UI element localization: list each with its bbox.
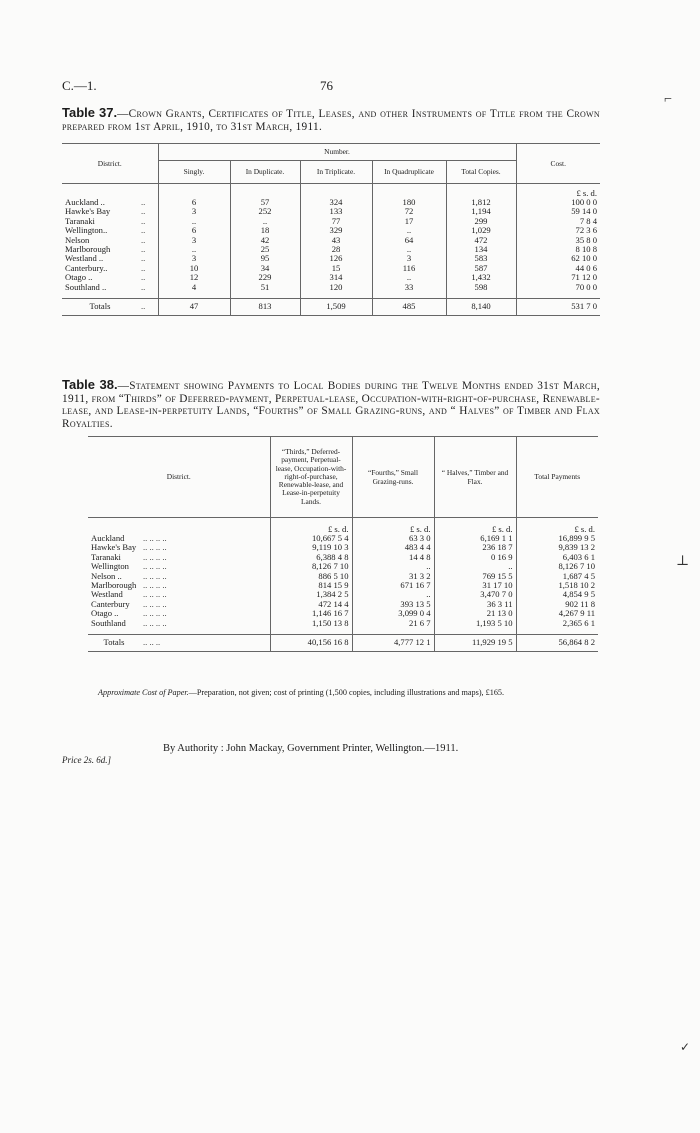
t38-cell-thirds: 8,126 7 10 — [270, 562, 352, 571]
t37-cell-district: Canterbury.. — [65, 262, 108, 273]
t37-head-cost: Cost. — [516, 144, 600, 184]
t38-cell-dots: .. .. .. .. — [143, 570, 167, 581]
t38-cell-district: Southland — [91, 617, 126, 628]
report-code: C.—1. — [62, 78, 97, 93]
table38 — [88, 436, 598, 652]
t37-head-singly: Singly. — [158, 161, 230, 184]
t37-cell-total: 1,029 — [446, 226, 516, 235]
t38-currency-total: £ s. d. — [516, 518, 598, 535]
t37-totals-label: Totals — [89, 301, 111, 312]
t38-cell-dots: .. .. .. .. — [143, 561, 167, 572]
t37-totals-row: Totals .. 47 813 1,509 485 8,140 531 7 0 — [62, 299, 600, 316]
t38-totals-label: Totals — [103, 637, 125, 648]
t37-cell-trip: 329 — [300, 226, 372, 235]
approx-label: Approximate Cost of Paper. — [98, 688, 189, 697]
t37-cell-dots: .. — [141, 206, 146, 217]
t37-cell-dup: 229 — [230, 273, 300, 282]
t38-cell-total: 8,126 7 10 — [516, 562, 598, 571]
t38-cell-thirds: 472 14 4 — [270, 600, 352, 609]
t38-cell-fourths: 63 3 0 — [352, 534, 434, 543]
t38-cell-dots: .. .. .. .. — [143, 580, 167, 591]
t37-head-number: Number. — [158, 144, 516, 161]
table37-title-text: —Crown Grants, Certificates of Title, Leases, and other Instruments of Title from the Crown prepared from 1st April, 1910, to 31st March, 1911. — [62, 108, 600, 133]
t37-cell-cost: 44 0 6 — [516, 264, 600, 273]
t38-currency-thirds: £ s. d. — [270, 518, 352, 535]
t37-cell-singly: 3 — [158, 254, 230, 263]
t37-cell-singly: 10 — [158, 264, 230, 273]
t37-cell-singly: .. — [158, 217, 230, 226]
t37-cell-trip: 120 — [300, 283, 372, 292]
t37-cell-dots: .. — [141, 215, 146, 226]
t37-cell-cost: 7 8 4 — [516, 217, 600, 226]
t38-cell-dots: .. .. .. .. — [143, 589, 167, 600]
page-number: 76 — [320, 78, 333, 93]
t37-cell-dots: .. — [141, 281, 146, 292]
t37-cell-cost: 8 10 8 — [516, 245, 600, 254]
t37-cell-trip: 43 — [300, 236, 372, 245]
t38-cell-thirds: 10,667 5 4 — [270, 534, 352, 543]
t38-cell-fourths: 671 16 7 — [352, 581, 434, 590]
authority-line: By Authority : John Mackay, Government Printer, Wellington.—1911. — [163, 743, 459, 754]
t37-cell-singly: 6 — [158, 226, 230, 235]
t38-cell-district: Westland — [91, 589, 123, 600]
t38-cell-dots: .. .. .. .. — [143, 551, 167, 562]
t37-cell-cost: 71 12 0 — [516, 273, 600, 282]
t38-cell-halves: 769 15 5 — [434, 572, 516, 581]
t37-head-duplicate: In Duplicate. — [230, 161, 300, 184]
t37-cell-singly: .. — [158, 245, 230, 254]
t37-cell-dup: 95 — [230, 254, 300, 263]
t37-cell-dup: 34 — [230, 264, 300, 273]
t37-cell-district: Hawke's Bay — [65, 206, 111, 217]
t37-cell-trip: 133 — [300, 207, 372, 216]
t38-cell-halves: 21 13 0 — [434, 609, 516, 618]
t38-totals-row: Totals .. .. .. 40,156 16 8 4,777 12 1 11,929 19 5 56,864 8 2 — [88, 635, 598, 652]
t37-cell-trip: 15 — [300, 264, 372, 273]
t37-cell-trip: 28 — [300, 245, 372, 254]
t38-cell-district: Nelson .. — [91, 570, 122, 581]
t37-cell-dup: 18 — [230, 226, 300, 235]
t38-cell-total: 2,365 6 1 — [516, 619, 598, 628]
t37-cell-dup: 252 — [230, 207, 300, 216]
t37-cell-district: Southland .. — [65, 281, 107, 292]
t38-cell-district: Wellington — [91, 561, 129, 572]
t38-cell-thirds: 9,119 10 3 — [270, 543, 352, 552]
t37-cell-district: Wellington.. — [65, 225, 108, 236]
t37-cell-total: 134 — [446, 245, 516, 254]
table37-number: Table 37. — [62, 105, 118, 120]
t38-body — [88, 534, 598, 628]
t37-cell-dots: .. — [141, 262, 146, 273]
t38-cell-thirds: 6,388 4 8 — [270, 553, 352, 562]
t38-cell-district: Marlborough — [91, 580, 137, 591]
t37-cell-total: 472 — [446, 236, 516, 245]
t37-cell-singly: 4 — [158, 283, 230, 292]
t38-cell-total: 6,403 6 1 — [516, 553, 598, 562]
t37-cell-quad: 116 — [372, 264, 446, 273]
t37-cell-district: Otago .. — [65, 272, 93, 283]
t37-cell-singly: 6 — [158, 198, 230, 207]
table-row — [88, 619, 598, 628]
t37-cell-district: Nelson — [65, 234, 90, 245]
t37-cell-quad: 72 — [372, 207, 446, 216]
t38-total-fourths: 4,777 12 1 — [352, 635, 434, 652]
t37-body — [62, 198, 600, 292]
t37-cell-quad: .. — [372, 245, 446, 254]
t38-cell-thirds: 1,150 13 8 — [270, 619, 352, 628]
t38-cell-total: 1,518 10 2 — [516, 581, 598, 590]
t37-cell-singly: 3 — [158, 236, 230, 245]
t37-cell-singly: 3 — [158, 207, 230, 216]
t37-cell-trip: 314 — [300, 273, 372, 282]
t38-cell-fourths: .. — [352, 590, 434, 599]
t38-total-thirds: 40,156 16 8 — [270, 635, 352, 652]
t37-cell-quad: .. — [372, 226, 446, 235]
t38-cell-halves: .. — [434, 562, 516, 571]
t37-head-quadruplicate: In Quadruplicate — [372, 161, 446, 184]
price-label: Price 2s. 6d.] — [62, 755, 111, 765]
t37-cell-district: Marlborough — [65, 244, 111, 255]
approximate-cost — [98, 688, 504, 697]
t37-cell-quad: 64 — [372, 236, 446, 245]
t37-cell-dup: 42 — [230, 236, 300, 245]
margin-mark-icon: ⌐ — [664, 92, 672, 107]
t37-cell-dots: .. — [141, 234, 146, 245]
t38-cell-thirds: 814 15 9 — [270, 581, 352, 590]
t37-cell-quad: 3 — [372, 254, 446, 263]
t38-cell-fourths: 3,099 0 4 — [352, 609, 434, 618]
table38-title — [62, 379, 600, 430]
check-mark-icon: ✓ — [680, 1040, 691, 1054]
approx-text: —Preparation, not given; cost of printing (1,500 copies, including illustrations and maps), £165. — [188, 688, 505, 697]
t37-cell-dots: .. — [141, 225, 146, 236]
t37-cell-singly: 12 — [158, 273, 230, 282]
t37-cell-total: 1,812 — [446, 198, 516, 207]
t37-cell-quad: 17 — [372, 217, 446, 226]
t37-currency: £ s. d. — [516, 184, 600, 199]
t37-head-district: District. — [62, 144, 158, 184]
t37-cell-trip: 126 — [300, 254, 372, 263]
t37-cell-quad: 180 — [372, 198, 446, 207]
t37-cell-dots: .. — [141, 272, 146, 283]
table37-title — [62, 107, 600, 133]
t37-cell-trip: 77 — [300, 217, 372, 226]
t37-cell-cost: 100 0 0 — [516, 198, 600, 207]
t38-cell-fourths: 483 4 4 — [352, 543, 434, 552]
t38-head-total: Total Payments — [516, 437, 598, 518]
t38-cell-thirds: 1,384 2 5 — [270, 590, 352, 599]
t38-cell-fourths: .. — [352, 562, 434, 571]
t37-cell-trip: 324 — [300, 198, 372, 207]
t38-cell-fourths: 393 13 5 — [352, 600, 434, 609]
t38-cell-fourths: 21 6 7 — [352, 619, 434, 628]
t37-cell-district: Westland .. — [65, 253, 104, 264]
t37-cell-total: 1,432 — [446, 273, 516, 282]
t38-cell-district: Otago .. — [91, 608, 119, 619]
t37-cell-cost: 59 14 0 — [516, 207, 600, 216]
t37-total-trip: 1,509 — [300, 299, 372, 316]
t38-cell-district: Canterbury — [91, 598, 130, 609]
t38-cell-total: 16,899 9 5 — [516, 534, 598, 543]
t38-cell-halves: 31 17 10 — [434, 581, 516, 590]
t37-cell-dots: .. — [141, 253, 146, 264]
t38-cell-district: Auckland — [91, 533, 125, 543]
t37-total-singly: 47 — [158, 299, 230, 316]
table38-title-text: —Statement showing Payments to Local Bodies during the Twelve Months ended 31st March, 1911, from “Thirds” of Deferred-payment, Perpetual-lease, Occupation-with-right-of-purchase, Renewable-lease, and Lease-in-perpetuity Lands, “Fourths” of Small Grazing-runs, and “ Halves” of Timber and Flax Royalties. — [62, 380, 600, 430]
t38-cell-district: Taranaki — [91, 551, 121, 562]
t38-cell-dots: .. .. .. .. — [143, 542, 167, 553]
t38-cell-halves: 236 18 7 — [434, 543, 516, 552]
t38-cell-thirds: 886 5 10 — [270, 572, 352, 581]
t37-total-dup: 813 — [230, 299, 300, 316]
t38-total-halves: 11,929 19 5 — [434, 635, 516, 652]
t38-cell-total: 1,687 4 5 — [516, 572, 598, 581]
t37-cell-district: Taranaki — [65, 215, 95, 226]
margin-mark-icon: ⊥ — [676, 554, 690, 569]
t38-cell-fourths: 31 3 2 — [352, 572, 434, 581]
t37-cell-dots: .. — [141, 197, 146, 207]
t37-cell-district: Auckland .. — [65, 197, 105, 207]
t38-cell-halves: 6,169 1 1 — [434, 534, 516, 543]
table-row — [62, 283, 600, 292]
t37-cell-total: 1,194 — [446, 207, 516, 216]
t38-cell-district: Hawke's Bay — [91, 542, 137, 553]
t38-cell-dots: .. .. .. .. — [143, 617, 167, 628]
t38-cell-dots: .. .. .. .. — [143, 533, 167, 543]
t37-cell-cost: 70 0 0 — [516, 283, 600, 292]
t37-cell-quad: .. — [372, 273, 446, 282]
t37-total-quad: 485 — [372, 299, 446, 316]
t37-cell-total: 583 — [446, 254, 516, 263]
t37-cell-dup: .. — [230, 217, 300, 226]
table37 — [62, 143, 600, 316]
t38-cell-total: 902 11 8 — [516, 600, 598, 609]
t38-cell-fourths: 14 4 8 — [352, 553, 434, 562]
t37-cell-quad: 33 — [372, 283, 446, 292]
t37-total-cost: 531 7 0 — [516, 299, 600, 316]
t38-cell-halves: 36 3 11 — [434, 600, 516, 609]
t37-cell-cost: 62 10 0 — [516, 254, 600, 263]
t37-cell-dup: 51 — [230, 283, 300, 292]
t38-cell-halves: 3,470 7 0 — [434, 590, 516, 599]
t38-currency-halves: £ s. d. — [434, 518, 516, 535]
t37-cell-total: 598 — [446, 283, 516, 292]
t38-cell-halves: 0 16 9 — [434, 553, 516, 562]
t38-cell-dots: .. .. .. .. — [143, 608, 167, 619]
t37-cell-dots: .. — [141, 244, 146, 255]
t37-cell-dup: 25 — [230, 245, 300, 254]
t37-cell-total: 587 — [446, 264, 516, 273]
t37-cell-total: 299 — [446, 217, 516, 226]
t38-head-halves: “ Halves,” Timber and Flax. — [434, 437, 516, 518]
t38-cell-total: 4,854 9 5 — [516, 590, 598, 599]
t37-cell-cost: 35 8 0 — [516, 236, 600, 245]
t38-cell-total: 9,839 13 2 — [516, 543, 598, 552]
t38-head-thirds: “Thirds,” Deferred-payment, Perpetual-lease, Occupation-with-right-of-purchase, Renewable-lease, and Lease-in-perpetuity Lands. — [270, 437, 352, 518]
t37-cell-cost: 72 3 6 — [516, 226, 600, 235]
t38-currency-fourths: £ s. d. — [352, 518, 434, 535]
t38-cell-thirds: 1,146 16 7 — [270, 609, 352, 618]
t38-cell-total: 4,267 9 11 — [516, 609, 598, 618]
t37-total-copies: 8,140 — [446, 299, 516, 316]
t38-total-payments: 56,864 8 2 — [516, 635, 598, 652]
table38-number: Table 38. — [62, 377, 118, 392]
t38-cell-dots: .. .. .. .. — [143, 598, 167, 609]
page-header — [62, 78, 622, 94]
t38-head-fourths: “Fourths,” Small Grazing-runs. — [352, 437, 434, 518]
t37-cell-dup: 57 — [230, 198, 300, 207]
t38-head-district: District. — [166, 472, 191, 482]
t37-head-triplicate: In Triplicate. — [300, 161, 372, 184]
t38-cell-halves: 1,193 5 10 — [434, 619, 516, 628]
t37-head-total-copies: Total Copies. — [446, 161, 516, 184]
